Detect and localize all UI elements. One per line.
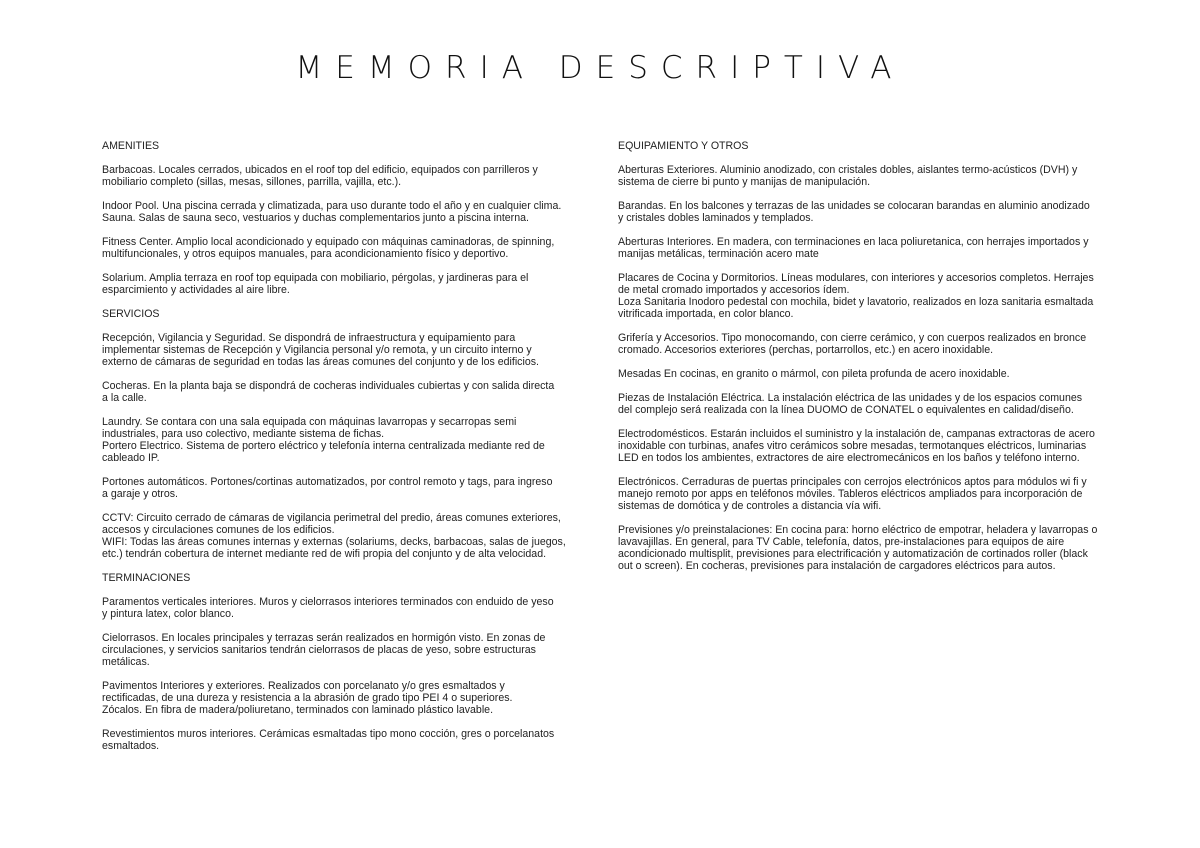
paragraph: Barandas. En los balcones y terrazas de las unidades se colocaran barandas en aluminio anodizado y cristales dobles laminados y templados.	[618, 200, 1090, 224]
paragraph: Indoor Pool. Una piscina cerrada y climatizada, para uso durante todo el año y en cualquier clima. Sauna. Salas de sauna seco, vestuarios y duchas complementarios junto a piscina interna.	[102, 200, 562, 224]
section-heading: SERVICIOS	[102, 308, 160, 320]
section-heading: AMENITIES	[102, 140, 160, 152]
paragraph: Previsiones y/o preinstalaciones: En cocina para: horno eléctrico de empotrar, heladera y lavarropas o lavavajillas. En general, para TV Cable, telefonía, datos, pre-instalaciones para equipos de aire acondicionado multisplit, previsiones para electrificación y automatización de cortinados roller (black out o screen). En cocheras, previsiones para instalación de cargadores eléctricos para autos.	[618, 524, 1098, 572]
paragraph: Solarium. Amplia terraza en roof top equipada con mobiliario, pérgolas, y jardineras para el esparcimiento y actividades al aire libre.	[102, 272, 529, 296]
paragraph: Paramentos verticales interiores. Muros y cielorrasos interiores terminados con enduido de yeso y pintura latex, color blanco.	[102, 596, 554, 620]
paragraph: Aberturas Interiores. En madera, con terminaciones en laca poliuretanica, con herrajes importados y manijas metálicas, terminación acero mate	[618, 236, 1089, 260]
right-column	[618, 140, 1118, 584]
paragraph: Portones automáticos. Portones/cortinas automatizados, por control remoto y tags, para ingreso a garaje y otros.	[102, 476, 553, 500]
paragraph: Grifería y Accesorios. Tipo monocomando, con cierre cerámico, y con cuerpos realizados en bronce cromado. Accesorios exteriores (perchas, portarrollos, etc.) en acero inoxidable.	[618, 332, 1087, 356]
paragraph: Aberturas Exteriores. Aluminio anodizado, con cristales dobles, aislantes termo-acústicos (DVH) y sistema de cierre bi punto y manijas de manipulación.	[618, 164, 1078, 188]
section-heading: EQUIPAMIENTO Y OTROS	[618, 140, 749, 152]
paragraph: Fitness Center. Amplio local acondicionado y equipado con máquinas caminadoras, de spinning, multifuncionales, y otros equipos manuales, para acondicionamiento físico y deportivo.	[102, 236, 555, 260]
paragraph: Electrodomésticos. Estarán incluidos el suministro y la instalación de, campanas extractoras de acero inoxidable con turbinas, anafes vitro cerámicos sobre mesadas, termotanques eléctricos, luminarias LED en todos los ambientes, extractores de aire electromecánicos en los baños y teléfono interno.	[618, 428, 1095, 464]
paragraph: CCTV: Circuito cerrado de cámaras de vigilancia perimetral del predio, áreas comunes exteriores, accesos y circulaciones comunes de los edificios. WIFI: Todas las áreas comunes internas y externas (solariums, decks, barbacoas, salas de juegos, etc.) tendrán cobertura de internet mediante red de wifi propia del conjunto y de alta velocidad.	[102, 512, 566, 560]
paragraph: Revestimientos muros interiores. Cerámicas esmaltadas tipo mono cocción, gres o porcelanatos esmaltados.	[102, 728, 555, 752]
paragraph: Cielorrasos. En locales principales y terrazas serán realizados en hormigón visto. En zonas de circulaciones, y servicios sanitarios tendrán cielorrasos de placas de yeso, sobre estructuras metálicas.	[102, 632, 546, 668]
left-column	[102, 140, 590, 764]
section-heading: TERMINACIONES	[102, 572, 191, 584]
paragraph: Piezas de Instalación Eléctrica. La instalación eléctrica de las unidades y de los espacios comunes del complejo será realizada con la línea DUOMO de CONATEL o equivalentes en calidad/diseño.	[618, 392, 1083, 416]
paragraph: Recepción, Vigilancia y Seguridad. Se dispondrá de infraestructura y equipamiento para implementar sistemas de Recepción y Vigilancia personal y/o remota, y un circuito interno y externo de cámaras de seguridad en todas las áreas comunes del conjunto y de los edificios.	[102, 332, 539, 368]
paragraph: Placares de Cocina y Dormitorios. Líneas modulares, con interiores y accesorios completos. Herrajes de metal cromado importados y accesorios ídem. Loza Sanitaria Inodoro pedestal con mochila, bidet y lavatorio, realizados en loza sanitaria esmaltada vitrificada importada, en color blanco.	[618, 272, 1094, 320]
paragraph: Laundry. Se contara con una sala equipada con máquinas lavarropas y secarropas semi industriales, para uso colectivo, mediante sistema de fichas. Portero Electrico. Sistema de portero eléctrico y telefonía interna centralizada mediante red de cableado IP.	[102, 416, 545, 464]
paragraph: Barbacoas. Locales cerrados, ubicados en el roof top del edificio, equipados con parrilleros y mobiliario completo (sillas, mesas, sillones, parrilla, vajilla, etc.).	[102, 164, 538, 188]
paragraph: Mesadas En cocinas, en granito o mármol, con pileta profunda de acero inoxidable.	[618, 368, 1010, 380]
paragraph: Cocheras. En la planta baja se dispondrá de cocheras individuales cubiertas y con salida directa a la calle.	[102, 380, 555, 404]
paragraph: Electrónicos. Cerraduras de puertas principales con cerrojos electrónicos aptos para módulos wi fi y manejo remoto por apps en teléfonos móviles. Tableros eléctricos ampliados para incorporación de sistemas de domótica y de controles a distancia vía wifi.	[618, 476, 1087, 512]
page-title: MEMORIA DESCRIPTIVA	[295, 50, 905, 86]
paragraph: Pavimentos Interiores y exteriores. Realizados con porcelanato y/o gres esmaltados y rectificadas, de una dureza y resistencia a la abrasión de grado tipo PEI 4 o superiores. Zócalos. En fibra de madera/poliuretano, terminados con laminado plástico lavable.	[102, 680, 513, 716]
